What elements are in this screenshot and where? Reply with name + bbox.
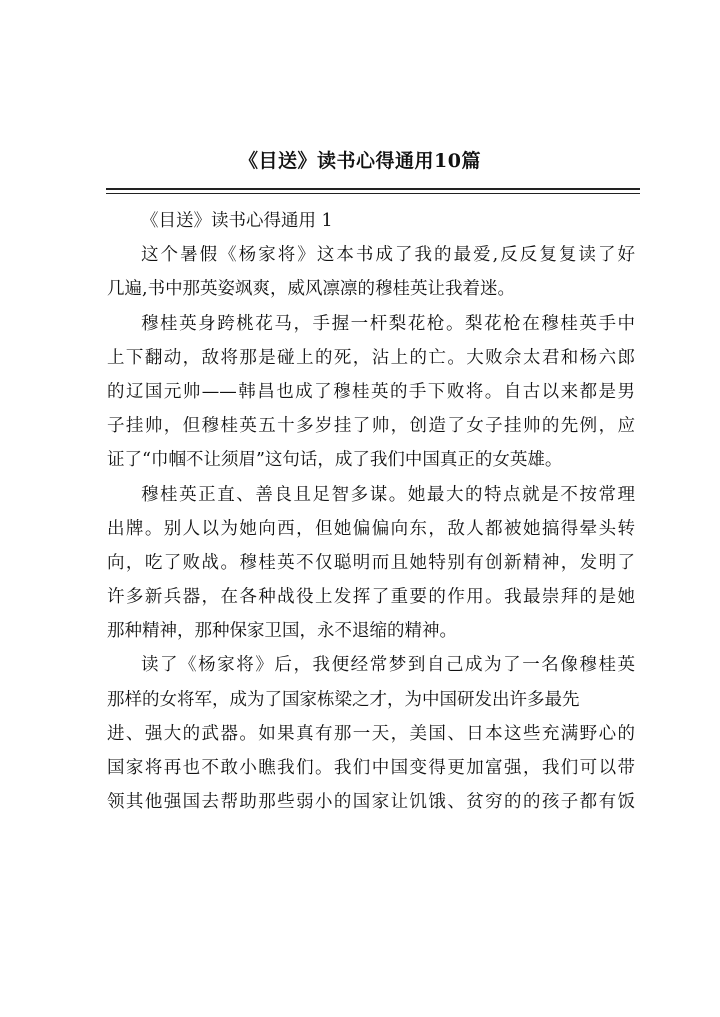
text-line: 向，吃了败战。穆桂英不仅聪明而且她特别有创新精神，发明了 [107, 552, 635, 573]
text-line: 这个暑假《杨家将》这本书成了我的最爱,反反复复读了好 [141, 245, 635, 266]
text-line: 《目送》读书心得通用 1 [141, 211, 333, 231]
text-line: 穆桂英正直、善良且足智多谋。她最大的特点就是不按常理 [141, 484, 635, 505]
title-divider-thin [106, 193, 640, 194]
text-line: 上下翻动，敌将那是碰上的死，沾上的亡。大败佘太君和杨六郎 [107, 347, 635, 368]
text-line: 出牌。别人以为她向西，但她偏偏向东，敌人都被她搞得晕头转 [107, 518, 635, 539]
text-line: 许多新兵器，在各种战役上发挥了重要的作用。我最崇拜的是她 [107, 587, 635, 608]
text-line: 领其他强国去帮助那些弱小的国家让饥饿、贫穷的的孩子都有饭 [107, 792, 635, 813]
document-title: 《目送》读书心得通用10篇 [239, 150, 481, 172]
title-divider-thick [106, 188, 640, 190]
text-line: 子挂帅，但穆桂英五十多岁挂了帅，创造了女子挂帅的先例，应 [107, 416, 635, 437]
text-line: 国家将再也不敢小瞧我们。我们中国变得更加富强，我们可以带 [107, 758, 635, 778]
text-line: 的辽国元帅——韩昌也成了穆桂英的手下败将。自古以来都是男 [107, 381, 635, 402]
document-body [107, 204, 635, 819]
text-line: 证了“巾帼不让须眉”这句话，成了我们中国真正的女英雄。 [107, 450, 563, 471]
text-line: 几遍,书中那英姿飒爽，威风凛凛的穆桂英让我着迷。 [107, 279, 516, 300]
text-line: 进、强大的武器。如果真有那一天，美国、日本这些充满野心的 [107, 723, 635, 744]
text-line: 那种精神，那种保家卫国，永不退缩的精神。 [107, 621, 457, 642]
text-line: 穆桂英身跨桃花马，手握一杆梨花枪。梨花枪在穆桂英手中 [141, 313, 635, 334]
text-line: 那样的女将军，成为了国家栋梁之才，为中国研发出许多最先 [107, 689, 580, 710]
text-line: 读了《杨家将》后，我便经常梦到自己成为了一名像穆桂英 [141, 655, 635, 676]
